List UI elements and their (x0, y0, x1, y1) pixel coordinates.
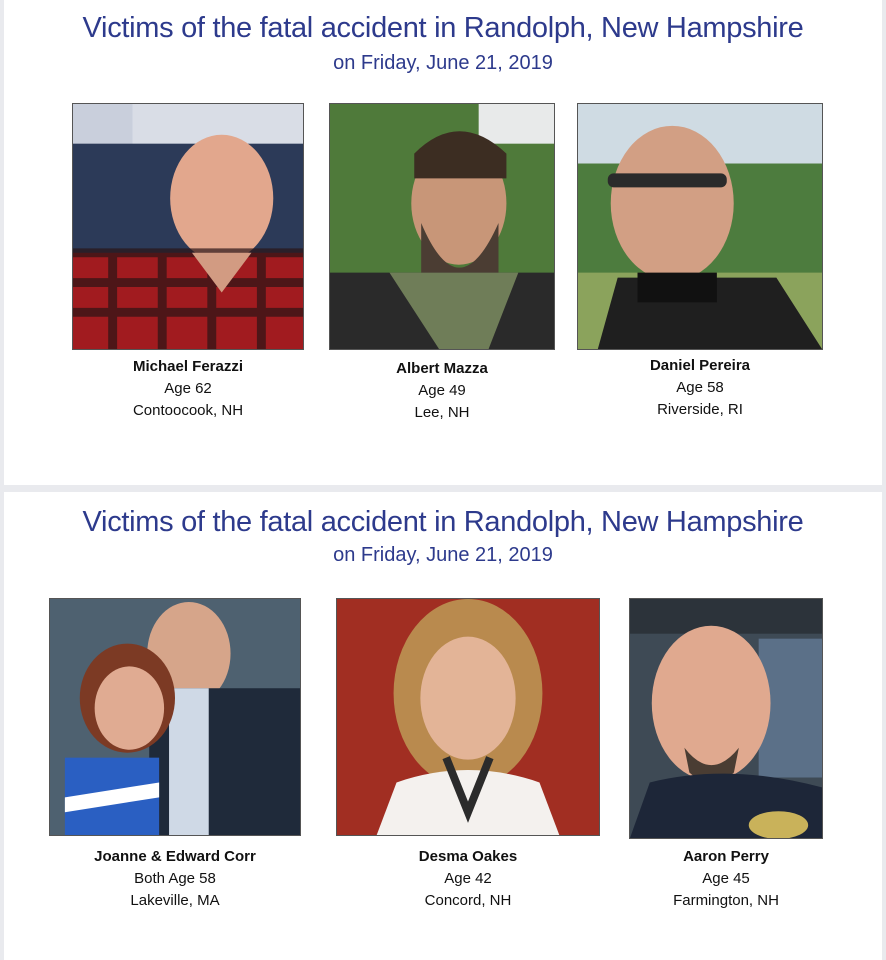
victim-caption (329, 358, 555, 424)
panel-subtitle: on Friday, June 21, 2019 (333, 544, 553, 566)
victim-age: Age 58 (676, 379, 724, 396)
victim-name: Albert Mazza (396, 360, 488, 377)
panel-top (4, 0, 882, 485)
victim-town: Lee, NH (414, 404, 470, 421)
victim-age: Age 49 (418, 382, 466, 399)
photo-albert-mazza (329, 103, 555, 350)
panel-title: Victims of the fatal accident in Randolph, New Hampshire (82, 506, 804, 538)
victim-age: Both Age 58 (134, 870, 216, 887)
victim-name: Desma Oakes (418, 848, 518, 865)
victim-caption (336, 846, 600, 912)
victim-town: Farmington, NH (673, 892, 779, 909)
photo-desma-oakes (336, 598, 600, 836)
victim-town: Lakeville, MA (130, 892, 220, 909)
victim-town: Contoocook, NH (132, 402, 244, 419)
victim-age: Age 42 (444, 870, 492, 887)
photo-aaron-perry (629, 598, 823, 839)
photo-joanne-edward-corr (49, 598, 301, 836)
panel-bottom (4, 492, 882, 960)
victim-age: Age 62 (164, 380, 212, 397)
photo-daniel-pereira (577, 103, 823, 350)
victim-caption (72, 356, 304, 422)
victim-name: Aaron Perry (683, 848, 769, 865)
victim-name: Joanne & Edward Corr (94, 848, 256, 865)
victim-caption (577, 355, 823, 421)
victim-town: Riverside, RI (657, 401, 743, 418)
victim-age: Age 45 (702, 870, 750, 887)
victim-name: Daniel Pereira (649, 357, 751, 374)
victim-name: Michael Ferazzi (132, 358, 244, 375)
victim-caption (49, 846, 301, 912)
photo-michael-ferazzi (72, 103, 304, 350)
victim-town: Concord, NH (424, 892, 512, 909)
panel-title: Victims of the fatal accident in Randolph, New Hampshire (82, 12, 804, 44)
victim-caption (629, 846, 823, 912)
panel-subtitle: on Friday, June 21, 2019 (333, 52, 553, 74)
